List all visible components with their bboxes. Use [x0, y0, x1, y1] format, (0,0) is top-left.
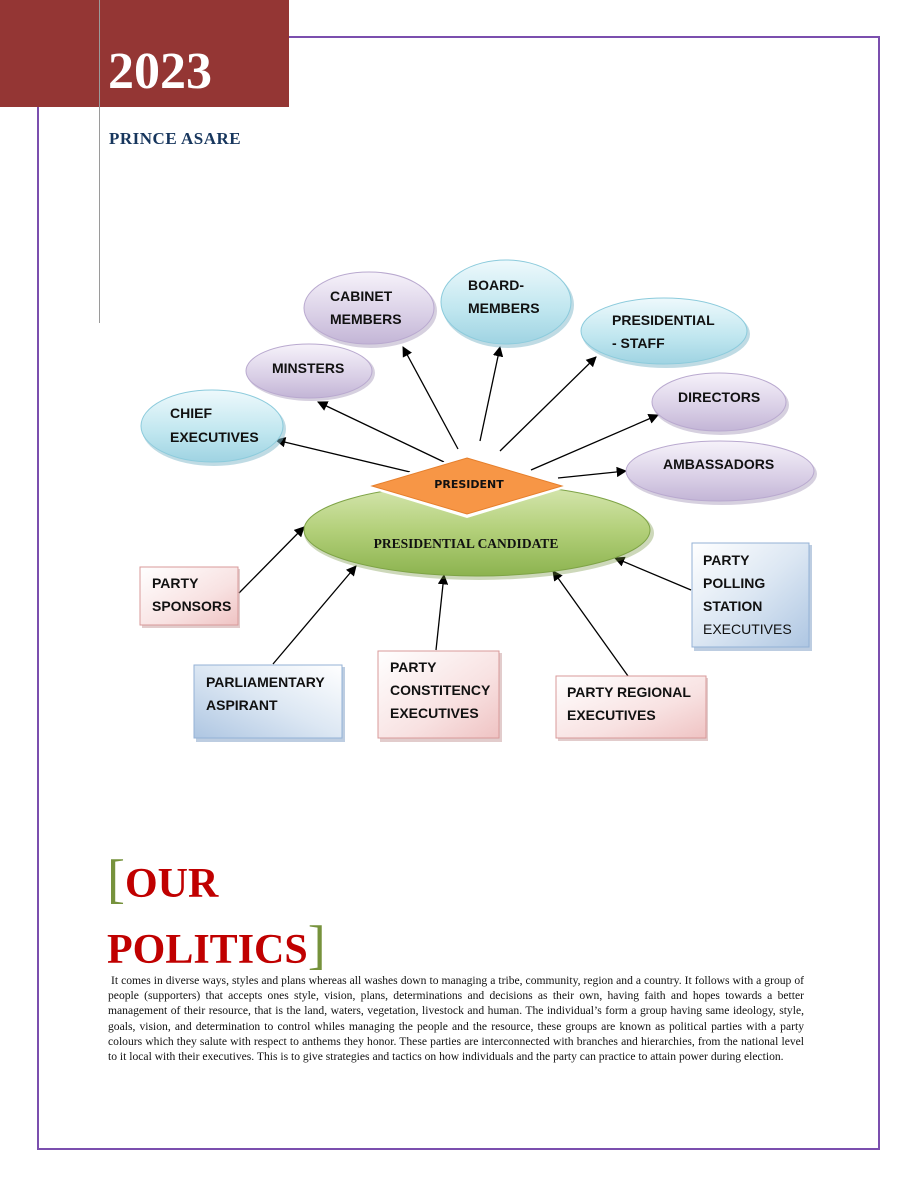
node-label-line: PARTY CONSTITENCY EXECUTIVES — [390, 659, 491, 721]
cover-author: PRINCE ASARE — [109, 129, 242, 148]
node-label-line: PARTY POLLING STATION EXECUTIVES — [703, 552, 792, 637]
node-party-polling-station-executives — [692, 543, 812, 651]
section-title-line2 — [107, 915, 326, 975]
node-party-constitency-executives — [378, 651, 502, 742]
arrow-cabinet-members — [403, 347, 458, 449]
node-parliamentary-aspirant — [194, 665, 345, 742]
node-presidential-staff — [581, 298, 750, 368]
node-board-members — [441, 260, 574, 348]
arrow-party-regional-executives — [553, 571, 628, 676]
section-title-line1 — [107, 849, 219, 909]
node-label-line: BOARD- MEMBERS — [468, 277, 540, 316]
arrow-party-sponsors — [239, 527, 304, 593]
presidential-candidate-label: PRESIDENTIAL CANDIDATE — [373, 536, 559, 551]
node-label-line: CHIEF EXECUTIVES — [170, 405, 259, 445]
node-label-line: PARTY REGIONAL EXECUTIVES — [567, 684, 691, 723]
node-label-line: PRESIDENTIAL - STAFF — [612, 312, 715, 351]
node-chief-executives — [141, 390, 286, 466]
bracket-close: ] — [307, 915, 326, 975]
arrow-presidential-staff — [500, 357, 596, 451]
bracket-open: [ — [107, 849, 125, 909]
node-label-line: MINSTERS — [272, 360, 345, 376]
arrow-board-members — [480, 347, 500, 441]
arrow-minsters — [318, 402, 444, 462]
node-ambassadors — [626, 441, 817, 505]
arrow-chief-executives — [276, 440, 410, 472]
president-label: PRESIDENT — [434, 478, 504, 491]
title-word-politics: POLITICS — [107, 927, 308, 973]
node-cabinet-members — [304, 272, 437, 348]
node-label-line: AMBASSADORS — [663, 456, 775, 472]
node-party-sponsors — [140, 567, 240, 628]
node-label-line: CABINET MEMBERS — [330, 288, 402, 327]
section-body: It comes in diverse ways, styles and plans whereas all washes down to managing a tribe, community, region and a country. It follows with a group of people (supporters) that accepts ones style, vision, plans, determinations and decisions as their own, having faith and hopes towards a better management of their resource, that is the land, waters, vegetation, livestock and human. The individual’s form a group having same ideology, style, goals, vision, and determination to control whiles managing the people and the resource, these groups are known as political parties with a party colours which they salute with respect to anthems they honor. These parties are interconnected with branches and hierarchies, from the national level to it local with their executives. This is to give strategies and tactics on how individuals and the party can practice to attain power during election. — [108, 974, 804, 1064]
arrow-ambassadors — [558, 471, 626, 478]
node-label-line: DIRECTORS — [678, 389, 761, 405]
arrow-parliamentary-aspirant — [273, 566, 356, 664]
cover-year: 2023 — [108, 43, 212, 100]
arrow-party-polling-station-executives — [615, 558, 691, 590]
node-label-line: PARLIAMENTARY ASPIRANT — [206, 674, 325, 713]
node-directors — [652, 373, 789, 435]
arrow-party-constitency-executives — [436, 575, 444, 650]
node-party-regional-executives — [556, 676, 708, 741]
node-label-line: PARTY SPONSORS — [152, 575, 232, 614]
title-word-our: OUR — [124, 861, 219, 907]
node-minsters — [246, 344, 375, 401]
